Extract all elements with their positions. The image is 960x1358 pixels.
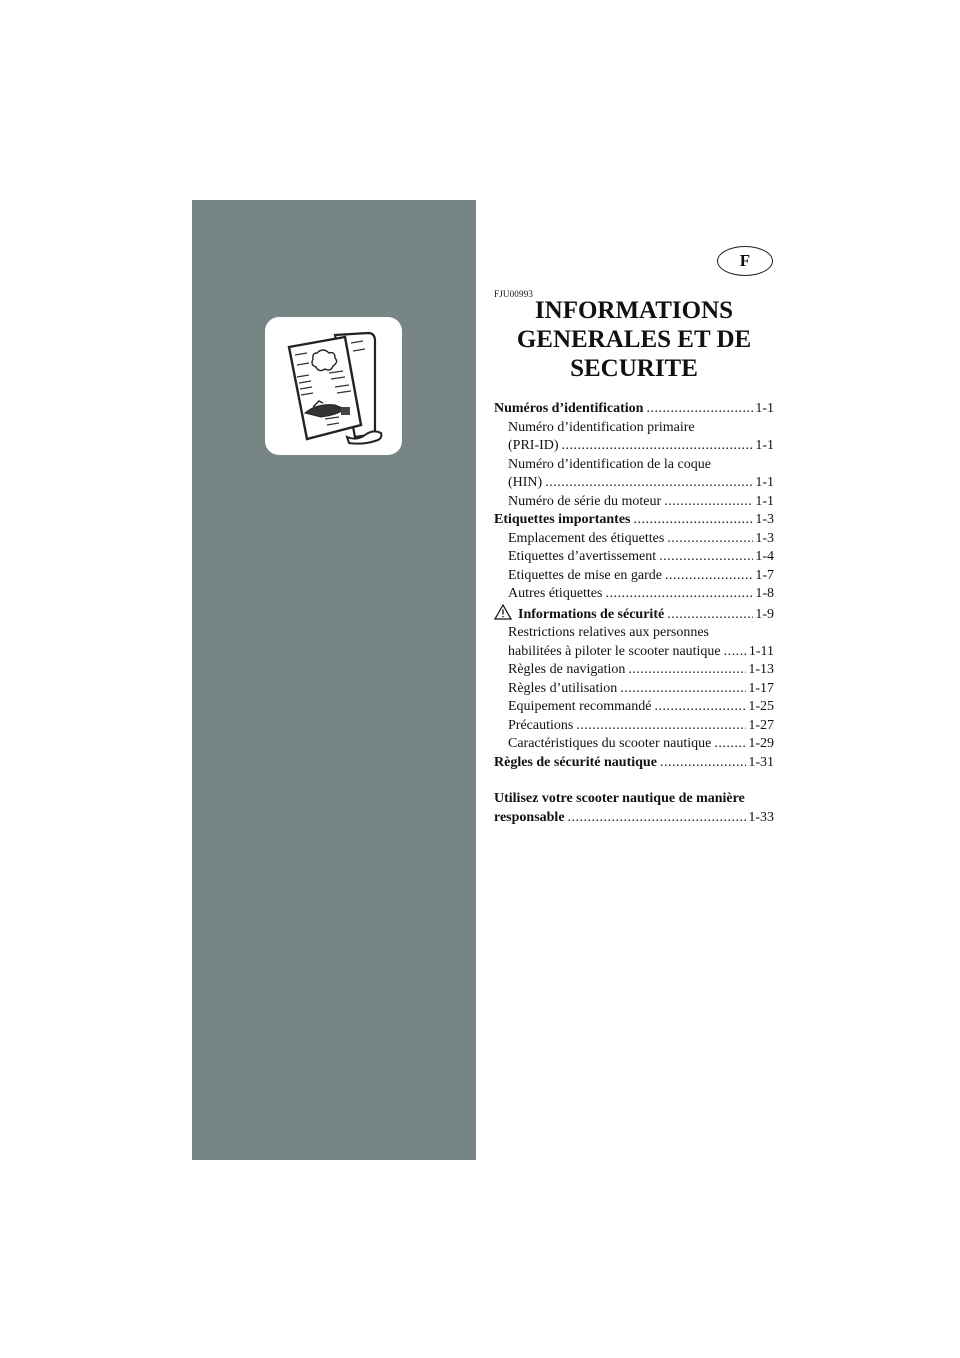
toc-leader-dots xyxy=(562,437,754,456)
toc-leader-dots xyxy=(646,400,753,419)
toc-entry[interactable] xyxy=(494,548,774,567)
chapter-title-line: GENERALES ET DE xyxy=(516,326,752,353)
toc-entry[interactable] xyxy=(494,624,774,643)
illustration-panel xyxy=(265,317,402,455)
toc-entry-label xyxy=(508,419,695,438)
toc-entry-text: Informations de sécurité xyxy=(518,606,665,622)
toc-entry-label xyxy=(508,456,711,475)
toc-entry-text: (HIN) xyxy=(508,475,543,490)
toc-entry-page: 1-1 xyxy=(755,493,774,509)
toc-leader-dots xyxy=(545,474,753,493)
toc-entry-label xyxy=(508,437,559,456)
toc-entry-page: 1-25 xyxy=(748,699,774,714)
toc-entry-text: Etiquettes importantes xyxy=(494,512,631,527)
toc-entry[interactable] xyxy=(494,790,774,809)
toc-entry-page: 1-33 xyxy=(748,809,774,825)
toc-entry-text: Règles d’utilisation xyxy=(508,680,618,696)
toc-entry-page: 1-13 xyxy=(748,662,774,677)
toc-entry-label xyxy=(508,624,709,643)
toc-entry-page: 1-1 xyxy=(755,438,774,453)
toc-entry-label xyxy=(508,717,573,736)
toc-entry-text: Equipement recommandé xyxy=(508,699,652,714)
toc-entry-text: Etiquettes d’avertissement xyxy=(508,549,657,564)
toc-entry-text: Numéro d’identification de la coque xyxy=(508,456,711,472)
toc-entry[interactable] xyxy=(494,567,774,586)
toc-entry-text: Restrictions relatives aux personnes xyxy=(508,625,710,640)
toc-entry-text: Numéros d’identification xyxy=(494,401,644,416)
toc-entry-page: 1-3 xyxy=(755,512,774,527)
toc-entry-label xyxy=(494,754,657,773)
toc-entry-label xyxy=(494,511,631,530)
safety-manual-icon xyxy=(265,317,402,455)
toc-entry-label xyxy=(494,790,745,809)
toc-entry[interactable] xyxy=(494,754,774,773)
toc-entry-label xyxy=(508,735,711,754)
toc-leader-dots xyxy=(654,698,746,717)
toc-entry-page: 1-29 xyxy=(748,736,774,751)
language-badge: F xyxy=(717,246,773,276)
toc-entry[interactable] xyxy=(494,809,774,828)
toc-entry-text: habilitées à piloter le scooter nautique xyxy=(508,643,721,659)
toc-entry-text: Règles de sécurité nautique xyxy=(494,754,657,770)
warning-triangle-icon xyxy=(494,604,512,620)
toc-entry-label xyxy=(508,698,651,717)
toc-leader-dots xyxy=(659,548,753,567)
toc-leader-dots xyxy=(605,585,753,604)
toc-entry-page: 1-3 xyxy=(755,530,774,546)
toc-leader-dots xyxy=(634,511,754,530)
toc-leader-dots xyxy=(714,735,746,754)
toc-entry-label xyxy=(508,643,721,662)
toc-entry-page: 1-17 xyxy=(748,680,774,696)
toc-entry-page: 1-8 xyxy=(755,586,774,601)
toc-entry[interactable] xyxy=(494,456,774,475)
toc-entry[interactable] xyxy=(494,604,774,625)
toc-entry-label xyxy=(494,809,565,828)
toc-leader-dots xyxy=(576,717,746,736)
toc-entry-text: Utilisez votre scooter nautique de manière xyxy=(494,791,745,806)
toc-entry-text: Numéro de série du moteur xyxy=(508,493,662,509)
toc-entry[interactable] xyxy=(494,530,774,549)
chapter-title xyxy=(494,296,774,383)
toc-entry-label xyxy=(508,474,542,493)
document-code: FJU00993 xyxy=(494,289,534,299)
toc-entry-page: 1-11 xyxy=(748,643,774,659)
toc-entry-text: Numéro d’identification primaire xyxy=(508,419,695,435)
toc-entry[interactable] xyxy=(494,511,774,530)
chapter-title-line: SECURITE xyxy=(570,355,698,382)
toc-entry-text: Emplacement des étiquettes xyxy=(508,530,665,546)
toc-leader-dots xyxy=(667,530,753,549)
toc-entry[interactable] xyxy=(494,437,774,456)
toc-leader-dots xyxy=(724,643,747,662)
toc-entry-label xyxy=(494,400,643,419)
toc-entry-page: 1-4 xyxy=(755,549,774,564)
toc-entry-label xyxy=(508,493,661,512)
toc-entry[interactable] xyxy=(494,735,774,754)
toc-leader-dots xyxy=(667,606,753,625)
toc-entry[interactable] xyxy=(494,493,774,512)
toc-entry-label xyxy=(508,567,662,586)
toc-entry-label xyxy=(508,548,656,567)
toc-entry-text: responsable xyxy=(494,809,565,825)
toc-entry[interactable] xyxy=(494,661,774,680)
toc-leader-dots xyxy=(568,809,747,828)
toc-entry-label xyxy=(508,585,602,604)
toc-entry[interactable] xyxy=(494,680,774,699)
toc-entry-text: (PRI-ID) xyxy=(508,438,559,453)
toc-entry[interactable] xyxy=(494,698,774,717)
toc-entry-page: 1-1 xyxy=(755,401,774,416)
toc-entry-text: Règles de navigation xyxy=(508,662,626,677)
toc-entry-page: 1-9 xyxy=(755,606,774,622)
toc-entry[interactable] xyxy=(494,419,774,438)
chapter-sidebar xyxy=(192,200,476,1160)
toc-entry-page: 1-27 xyxy=(748,717,774,733)
chapter-title-line: INFORMATIONS xyxy=(534,297,734,324)
toc-entry-page: 1-1 xyxy=(755,475,774,490)
toc-leader-dots xyxy=(665,567,753,586)
toc-entry[interactable] xyxy=(494,400,774,419)
toc-entry-label xyxy=(508,680,617,699)
toc-leader-dots xyxy=(660,754,746,773)
toc-leader-dots xyxy=(664,493,753,512)
toc-entry-text: Caractéristiques du scooter nautique xyxy=(508,736,712,751)
toc-entry-text: Précautions xyxy=(508,717,574,733)
toc-entry[interactable] xyxy=(494,474,774,493)
toc-entry-label xyxy=(508,530,664,549)
toc-entry-label xyxy=(494,604,664,625)
toc-leader-dots xyxy=(628,661,746,680)
toc-entry-text: Autres étiquettes xyxy=(508,586,603,601)
table-of-contents xyxy=(494,400,774,827)
toc-entry[interactable] xyxy=(494,643,774,662)
toc-entry[interactable] xyxy=(494,717,774,736)
toc-entry[interactable] xyxy=(494,585,774,604)
toc-entry-page: 1-7 xyxy=(755,567,774,583)
toc-entry-text: Etiquettes de mise en garde xyxy=(508,567,662,583)
toc-entry-page: 1-31 xyxy=(748,754,774,770)
toc-entry-label xyxy=(508,661,625,680)
toc-leader-dots xyxy=(620,680,746,699)
